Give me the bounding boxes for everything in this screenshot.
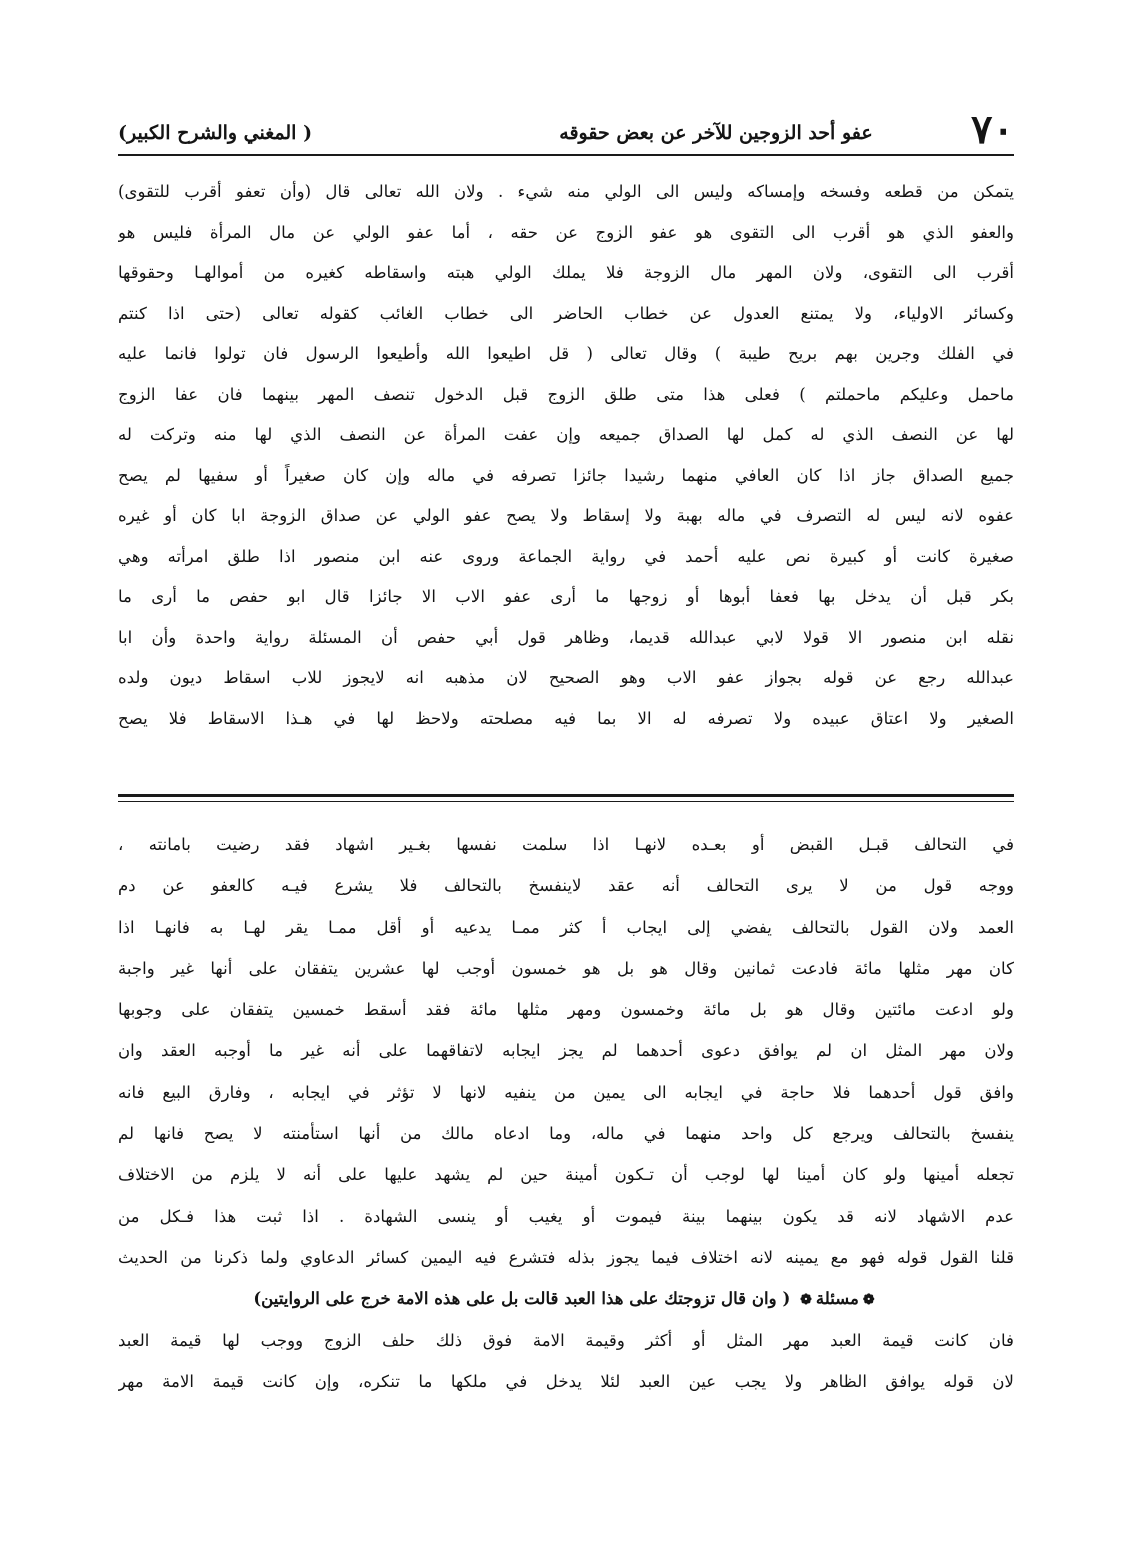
ornament-right-icon: ❁ (800, 1292, 812, 1309)
text-line: ولو ادعت مائتين وقال هو بل مائة وخمسون ومهر مثلها مائة فقد أسقط خمسين يتفقان على وجوبها (118, 1000, 1014, 1020)
text-line: ماحمل وعليكم ماحملتم ) فعلى هذا متى طلق الزوج قبل الدخول تنصف المهر بينهما فان عفا الزوج (118, 384, 1014, 404)
upper-commentary (118, 172, 1014, 739)
text-line: عبدالله رجع عن قوله بجواز عفو الاب وهو الصحيح لان مذهبه انه لايجوز للاب اسقاط ديون ولده (118, 668, 1014, 687)
page-header (118, 108, 1014, 154)
text-line: وكسائر الاولياء، ولا يمتنع العدول عن خطاب الحاضر الى خطاب الغائب كقوله تعالى (حتى اذا كنتم (118, 303, 1014, 323)
separator-thin-rule (118, 801, 1014, 802)
text-line: والعفو الذي هو أقرب الى التقوى هو عفو الزوج عن حقه ، أما عفو الولي عن مال المرأة فليس هو (118, 222, 1014, 242)
text-line: ينفسخ بالتحالف ويرجع كل واحد منهما في ماله، وما ادعاه مالك من أنها استأمنته لا يصح فانها لم (118, 1124, 1014, 1144)
heading-label: مسئلة (815, 1288, 859, 1309)
section-separator (118, 794, 1014, 806)
text-line: بكر قبل أن يدخل بها فعفا أبوها أو زوجها ما أرى عفو الاب الا جائزا قال ابو حفص ما أرى ما (118, 587, 1014, 606)
text-line: الصغير ولا اعتاق عبيده ولا تصرفه له الا بما فيه مصلحته ولاحظ لها في هـذا الاسقاط فلا يصح (118, 708, 1014, 728)
running-title: عفو أحد الزوجين للآخر عن بعض حقوقه (559, 122, 873, 144)
text-line: أقرب الى التقوى، ولان المهر مال الزوجة فلا يملك الولي هبته واسقاطه كغيره من أموالهـا وحقوقها (118, 263, 1014, 282)
text-line: قلنا القول قوله فهو مع يمينه لانه اختلاف فيما يجوز بذله فتشرع فيه اليمين كسائر الدعاوي ولما ذكرنا من الحديث (118, 1247, 1014, 1267)
text-line: ولان مهر المثل ان لم يوافق دعوى أحدهما لم يجز ايجابه لاتفاقهما على أنه غير ما أوجبه العقد وان (118, 1041, 1014, 1061)
ornament-left-icon: ❁ (862, 1292, 875, 1309)
heading-text: ( وان قال تزوجتك على هذا العبد قالت بل على هذه الامة خرج على الروايتين) (253, 1288, 791, 1309)
text-line: جميع الصداق جاز اذا كان العافي منهما رشيدا جائزا تصرفه في ماله وإن كان صغيراً أو سفيها لم يصح (118, 465, 1014, 485)
book-title: ( المغني والشرح الكبير) (118, 122, 313, 144)
text-line: ووجه قول من لا يرى التحالف أنه عقد لاينفسخ بالتحالف فلا يشرع فيـه كالعفو عن دم (118, 876, 1014, 896)
text-line: يتمكن من قطعه وفسخه وإمساكه وليس الى الولي منه شيء . ولان الله تعالى قال (وأن تعفو أقرب للتقوى) (118, 182, 1014, 201)
text-line: في الفلك وجرين بهم بريح طيبة ) وقال تعالى ( قل اطيعوا الله وأطيعوا الرسول فان تولوا فانما عليه (118, 344, 1014, 363)
header-rule (118, 154, 1014, 156)
text-line: عدم الاشهاد لانه قد يكون بينهما بينة فيموت أو يغيب أو ينسى الشهادة . اذا ثبت هذا فـكل من (118, 1206, 1014, 1226)
text-line: العمد ولان القول بالتحالف يفضي إلى ايجاب أ كثر ممـا يدعيه أو أقل ممـا يقر لهـا به فانهـا اذا (118, 917, 1014, 937)
text-line: صغيرة كانت أو كبيرة نص عليه أحمد في رواية الجماعة وروى عنه ابن منصور اذا طلق امرأته وهي (118, 546, 1014, 566)
text-line: فان كانت قيمة العبد مهر المثل أو أكثر وقيمة الامة فوق ذلك حلف الزوج ووجب لها قيمة العبد (118, 1330, 1014, 1350)
text-line: عفوه لانه ليس له التصرف في ماله بهبة ولا إسقاط ولا يصح عفو الولي عن صداق الزوجة ابا كان أو غيره (118, 506, 1014, 525)
text-line: نقله ابن منصور الا قولا لابي عبدالله قديما، وظاهر قول أبي حفص أن المسئلة رواية واحدة وأن ابا (118, 627, 1014, 647)
text-line: في التحالف قبـل القبض أو بعـده لانهـا اذا سلمت نفسها بغـير اشهاد فقد رضيت بامانته ، (118, 835, 1014, 854)
text-line: كان مهر مثلها مائة فادعت ثمانين وقال هو بل هو خمسون أوجب لها عشرين يتفقان على أنها غير واجبة (118, 958, 1014, 978)
separator-thick-rule (118, 794, 1014, 797)
text-line: لان قوله يوافق الظاهر ولا يجب عين العبد لئلا يدخل في ملكها ما تنكره، وإن كانت قيمة الامة مهر (118, 1371, 1014, 1391)
section-heading (118, 1278, 1014, 1319)
page-number: ٧٠ (971, 106, 1014, 153)
text-line: وافق قول أحدهما فلا حاجة في ايجابه الى يمين من ينفيه لانها لا تؤثر في ايجابه ، وفارق البيع فانه (118, 1082, 1014, 1102)
text-line: تجعله أمينها ولو كان أمينا لها لوجب أن تـكون أمينة حين لم يشهد عليها على أنه لا يلزم من الاختلاف (118, 1165, 1014, 1185)
text-line: لها عن النصف الذي له كمل لها الصداق جميعه وإن عفت المرأة عن النصف الذي لها منه وتركت له (118, 425, 1014, 444)
main-text (118, 824, 1014, 1402)
